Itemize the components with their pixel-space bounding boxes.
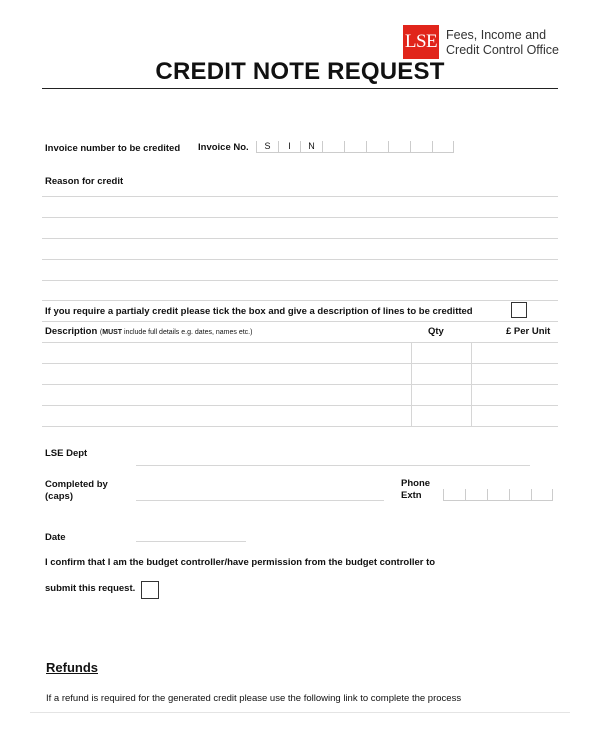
invoice-digit-cell[interactable]: [432, 141, 454, 153]
completed-by-field[interactable]: [136, 500, 384, 501]
office-name: [446, 28, 559, 58]
invoice-number-field[interactable]: [256, 141, 454, 153]
confirm-checkbox[interactable]: [141, 581, 159, 599]
page-title: CREDIT NOTE REQUEST: [155, 58, 445, 85]
phone-digit-cell[interactable]: [487, 489, 509, 501]
confirm-text-line2: submit this request.: [45, 583, 136, 594]
reason-line[interactable]: [42, 300, 558, 301]
completed-by-label: [45, 479, 108, 503]
invoice-number-label: Invoice number to be credited: [45, 143, 181, 154]
invoice-digit-cell[interactable]: [410, 141, 432, 153]
reason-label: Reason for credit: [45, 176, 124, 187]
price-divider: [471, 342, 472, 426]
reason-line[interactable]: [42, 238, 558, 239]
table-top-line: [42, 321, 558, 322]
phone-digit-cell[interactable]: [509, 489, 531, 501]
completed-by-line2: (caps): [45, 491, 73, 502]
qty-divider: [411, 342, 412, 426]
phone-digit-cell[interactable]: [443, 489, 465, 501]
lse-logo: LSE: [403, 25, 439, 59]
partial-credit-checkbox[interactable]: [511, 302, 527, 318]
reason-line[interactable]: [42, 259, 558, 260]
phone-digit-cell[interactable]: [531, 489, 553, 501]
phone-line2: Extn: [401, 490, 422, 501]
qty-header: Qty: [428, 326, 444, 337]
office-line-2: Credit Control Office: [446, 43, 560, 57]
title-rule: [42, 88, 558, 89]
refunds-text: If a refund is required for the generated credit please use the following link to complete the process: [46, 693, 462, 704]
table-row-line: [42, 342, 558, 343]
reason-line[interactable]: [42, 217, 558, 218]
date-field[interactable]: [136, 541, 246, 542]
refunds-heading: Refunds: [46, 660, 98, 675]
phone-label: [401, 478, 430, 502]
description-note: (MUST include full details e.g. dates, names etc.): [99, 329, 253, 336]
invoice-digit-cell[interactable]: [366, 141, 388, 153]
completed-by-line1: Completed by: [45, 479, 108, 490]
phone-extn-field[interactable]: [443, 489, 553, 501]
reason-line[interactable]: [42, 196, 558, 197]
invoice-digit-cell[interactable]: [322, 141, 344, 153]
invoice-digit-cell[interactable]: [388, 141, 410, 153]
price-header: £ Per Unit: [506, 326, 551, 337]
office-line-1: Fees, Income and: [446, 28, 547, 42]
invoice-digit-cell[interactable]: [344, 141, 366, 153]
must-note: include full details e.g. dates, names etc.): [122, 329, 253, 336]
reason-line[interactable]: [42, 280, 558, 281]
partial-credit-label: If you require a partialy credit please tick the box and give a description of lines to be creditted: [45, 306, 473, 317]
lse-dept-label: LSE Dept: [45, 448, 88, 459]
table-row-line[interactable]: [42, 405, 558, 406]
lse-dept-field[interactable]: [136, 465, 530, 466]
invoice-prefix-cell: I: [278, 141, 300, 153]
date-label: Date: [45, 532, 66, 543]
table-row-line[interactable]: [42, 426, 558, 427]
invoice-no-label: Invoice No.: [198, 142, 249, 153]
phone-digit-cell[interactable]: [465, 489, 487, 501]
confirm-text-line1: I confirm that I am the budget controller/have permission from the budget controller to: [45, 557, 436, 568]
description-header: [45, 326, 252, 337]
invoice-prefix-cell: N: [300, 141, 322, 153]
invoice-prefix-cell: S: [256, 141, 278, 153]
table-row-line[interactable]: [42, 363, 558, 364]
description-label: Description: [45, 326, 98, 337]
footer-rule: [30, 712, 570, 713]
phone-line1: Phone: [401, 478, 431, 489]
must-label: MUST: [102, 329, 123, 336]
table-row-line[interactable]: [42, 384, 558, 385]
